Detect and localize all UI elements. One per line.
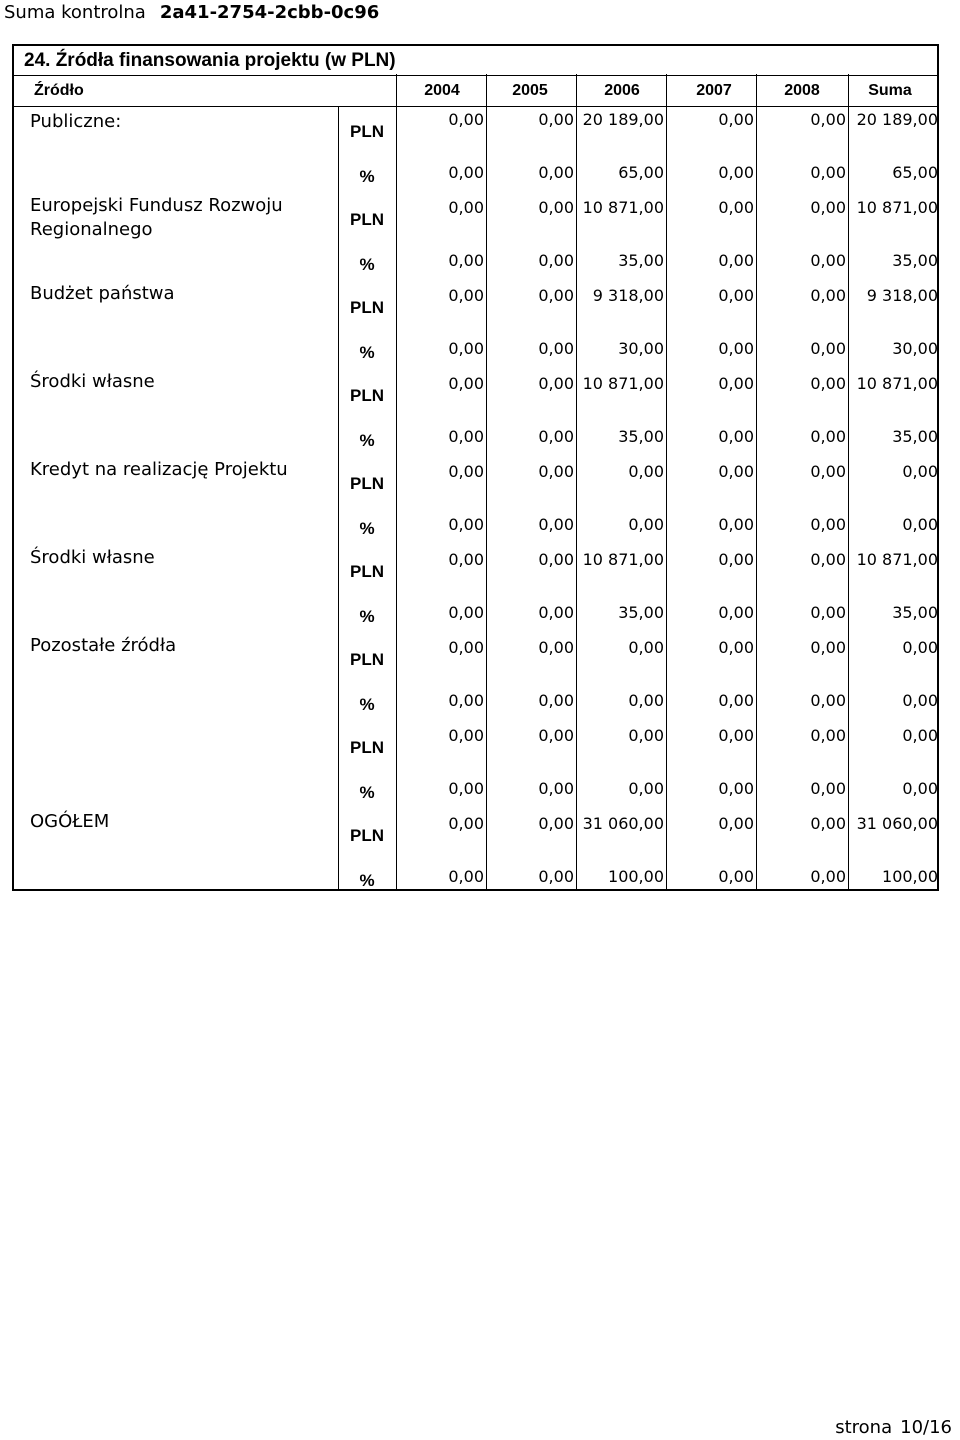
percent-value: 0,00 — [718, 515, 754, 534]
percent-value: 0,00 — [810, 691, 846, 710]
percent-value: 30,00 — [892, 339, 938, 358]
percent-value: 0,00 — [538, 515, 574, 534]
pln-value: 0,00 — [902, 726, 938, 745]
page-footer — [835, 1417, 952, 1438]
unit-percent: % — [359, 871, 375, 890]
pln-value: 0,00 — [448, 374, 484, 393]
pln-value: 0,00 — [718, 374, 754, 393]
unit-pln: PLN — [350, 826, 384, 845]
percent-value: 0,00 — [538, 779, 574, 798]
unit-pln: PLN — [350, 562, 384, 581]
pln-value: 0,00 — [538, 638, 574, 657]
pln-value: 0,00 — [810, 814, 846, 833]
percent-value: 0,00 — [718, 691, 754, 710]
percent-value: 0,00 — [718, 251, 754, 270]
pln-value: 31 060,00 — [856, 814, 938, 833]
pln-value: 10 871,00 — [582, 198, 664, 217]
percent-value: 0,00 — [628, 691, 664, 710]
percent-value: 0,00 — [538, 339, 574, 358]
pln-value: 0,00 — [628, 638, 664, 657]
percent-value: 100,00 — [608, 867, 664, 886]
pln-value: 0,00 — [810, 726, 846, 745]
pln-value: 0,00 — [810, 550, 846, 569]
percent-value: 0,00 — [718, 427, 754, 446]
percent-value: 0,00 — [902, 779, 938, 798]
pln-value: 0,00 — [448, 638, 484, 657]
pln-value: 10 871,00 — [582, 550, 664, 569]
percent-value: 0,00 — [538, 691, 574, 710]
pln-value: 0,00 — [448, 726, 484, 745]
pln-value: 0,00 — [810, 374, 846, 393]
percent-value: 0,00 — [810, 779, 846, 798]
pln-value: 0,00 — [628, 726, 664, 745]
percent-value: 0,00 — [538, 867, 574, 886]
column-header-2004: 2004 — [424, 82, 460, 99]
table-title: 24. Źródła finansowania projektu (w PLN) — [14, 46, 937, 76]
column-header-2005: 2005 — [512, 82, 548, 99]
pln-value: 0,00 — [718, 198, 754, 217]
percent-value: 0,00 — [538, 427, 574, 446]
percent-value: 0,00 — [810, 163, 846, 182]
pln-value: 20 189,00 — [582, 110, 664, 129]
percent-value: 0,00 — [538, 251, 574, 270]
percent-value: 30,00 — [618, 339, 664, 358]
percent-value: 0,00 — [810, 867, 846, 886]
pln-value: 10 871,00 — [582, 374, 664, 393]
column-header-2006: 2006 — [604, 82, 640, 99]
checksum-header — [4, 0, 379, 26]
percent-value: 0,00 — [810, 515, 846, 534]
percent-value: 0,00 — [810, 339, 846, 358]
percent-value: 0,00 — [538, 163, 574, 182]
percent-value: 0,00 — [448, 339, 484, 358]
source-label: Europejski Fundusz Rozwoju Regionalnego — [30, 195, 283, 240]
pln-value: 0,00 — [718, 814, 754, 833]
percent-value: 0,00 — [538, 603, 574, 622]
percent-value: 0,00 — [628, 779, 664, 798]
unit-pln: PLN — [350, 738, 384, 757]
source-label: Budżet państwa — [30, 283, 175, 304]
percent-value: 0,00 — [810, 603, 846, 622]
pln-value: 0,00 — [718, 638, 754, 657]
unit-percent: % — [359, 167, 375, 186]
unit-percent: % — [359, 519, 375, 538]
percent-value: 0,00 — [718, 603, 754, 622]
pln-value: 0,00 — [902, 638, 938, 657]
percent-value: 0,00 — [810, 251, 846, 270]
source-label: Kredyt na realizację Projektu — [30, 459, 288, 480]
percent-value: 0,00 — [718, 163, 754, 182]
page-label: strona — [835, 1417, 893, 1438]
pln-value: 0,00 — [448, 814, 484, 833]
percent-value: 35,00 — [618, 427, 664, 446]
checksum-label: Suma kontrolna — [4, 2, 146, 23]
column-header-2007: 2007 — [696, 82, 732, 99]
percent-value: 35,00 — [892, 603, 938, 622]
pln-value: 10 871,00 — [856, 198, 938, 217]
percent-value: 0,00 — [448, 691, 484, 710]
percent-value: 0,00 — [718, 779, 754, 798]
percent-value: 0,00 — [810, 427, 846, 446]
source-label: Środki własne — [30, 547, 155, 568]
percent-value: 0,00 — [718, 339, 754, 358]
pln-value: 0,00 — [718, 110, 754, 129]
unit-percent: % — [359, 783, 375, 802]
source-label: Publiczne: — [30, 111, 122, 132]
unit-pln: PLN — [350, 474, 384, 493]
pln-value: 0,00 — [628, 462, 664, 481]
pln-value: 0,00 — [538, 110, 574, 129]
pln-value: 0,00 — [810, 110, 846, 129]
percent-value: 35,00 — [892, 251, 938, 270]
checksum-value: 2a41-2754-2cbb-0c96 — [159, 2, 380, 23]
pln-value: 0,00 — [718, 286, 754, 305]
pln-value: 0,00 — [810, 286, 846, 305]
percent-value: 0,00 — [448, 779, 484, 798]
pln-value: 0,00 — [448, 462, 484, 481]
unit-pln: PLN — [350, 650, 384, 669]
pln-value: 0,00 — [538, 374, 574, 393]
unit-percent: % — [359, 607, 375, 626]
unit-pln: PLN — [350, 210, 384, 229]
column-header-2008: 2008 — [784, 82, 820, 99]
unit-percent: % — [359, 343, 375, 362]
percent-value: 35,00 — [618, 603, 664, 622]
percent-value: 0,00 — [448, 867, 484, 886]
percent-value: 0,00 — [628, 515, 664, 534]
pln-value: 0,00 — [810, 198, 846, 217]
unit-pln: PLN — [350, 386, 384, 405]
percent-value: 0,00 — [448, 427, 484, 446]
pln-value: 10 871,00 — [856, 550, 938, 569]
pln-value: 0,00 — [810, 462, 846, 481]
pln-value: 0,00 — [538, 462, 574, 481]
pln-value: 10 871,00 — [856, 374, 938, 393]
unit-pln: PLN — [350, 298, 384, 317]
percent-value: 65,00 — [618, 163, 664, 182]
unit-pln: PLN — [350, 122, 384, 141]
pln-value: 0,00 — [448, 550, 484, 569]
percent-value: 100,00 — [882, 867, 938, 886]
unit-percent: % — [359, 255, 375, 274]
pln-value: 9 318,00 — [866, 286, 938, 305]
pln-value: 0,00 — [718, 462, 754, 481]
source-label: Środki własne — [30, 371, 155, 392]
pln-value: 9 318,00 — [592, 286, 664, 305]
pln-value: 0,00 — [448, 286, 484, 305]
pln-value: 31 060,00 — [582, 814, 664, 833]
pln-value: 0,00 — [538, 286, 574, 305]
column-header-suma: Suma — [868, 82, 912, 99]
percent-value: 65,00 — [892, 163, 938, 182]
percent-value: 0,00 — [448, 251, 484, 270]
percent-value: 35,00 — [892, 427, 938, 446]
percent-value: 0,00 — [902, 691, 938, 710]
source-label: OGÓŁEM — [30, 811, 110, 832]
percent-value: 35,00 — [618, 251, 664, 270]
source-label: Pozostałe źródła — [30, 635, 177, 656]
percent-value: 0,00 — [448, 163, 484, 182]
unit-percent: % — [359, 431, 375, 450]
unit-percent: % — [359, 695, 375, 714]
pln-value: 0,00 — [538, 814, 574, 833]
pln-value: 0,00 — [448, 110, 484, 129]
pln-value: 0,00 — [538, 550, 574, 569]
percent-value: 0,00 — [902, 515, 938, 534]
pln-value: 20 189,00 — [856, 110, 938, 129]
percent-value: 0,00 — [448, 603, 484, 622]
page-number: 10/16 — [900, 1417, 952, 1438]
percent-value: 0,00 — [718, 867, 754, 886]
pln-value: 0,00 — [718, 726, 754, 745]
pln-value: 0,00 — [538, 726, 574, 745]
pln-value: 0,00 — [902, 462, 938, 481]
percent-value: 0,00 — [448, 515, 484, 534]
pln-value: 0,00 — [718, 550, 754, 569]
pln-value: 0,00 — [538, 198, 574, 217]
pln-value: 0,00 — [448, 198, 484, 217]
column-header-source: Źródło — [34, 82, 84, 99]
pln-value: 0,00 — [810, 638, 846, 657]
